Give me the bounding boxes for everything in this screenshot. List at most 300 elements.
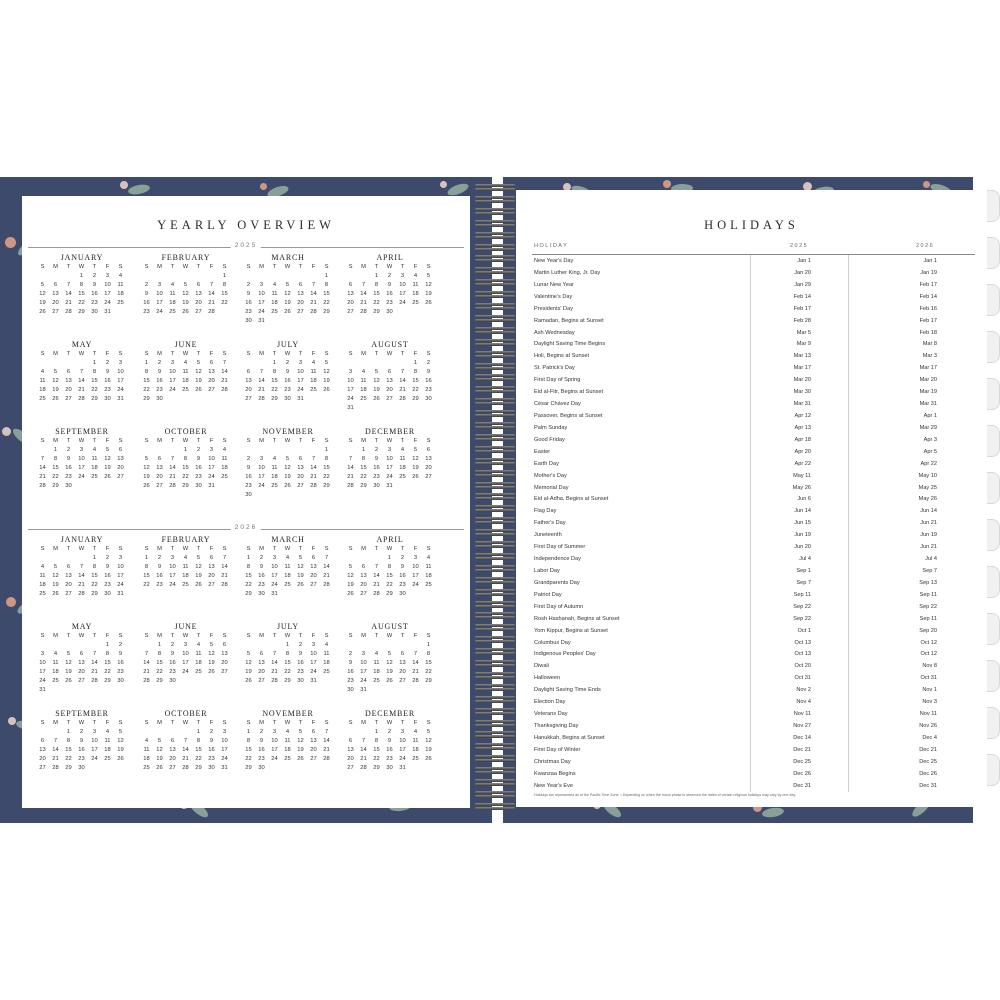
holiday-date-2025: Feb 14	[793, 293, 811, 300]
spiral-coil	[475, 291, 515, 298]
day-number: 2	[118, 642, 123, 648]
day-number: 12	[195, 369, 202, 375]
day-number: 24	[169, 387, 176, 393]
holiday-date-2026: Mar 31	[919, 401, 937, 408]
day-number: 14	[65, 291, 72, 297]
weekday-label: T	[170, 438, 175, 444]
weekday-label: T	[272, 546, 277, 552]
weekday-label: F	[311, 633, 316, 639]
day-number: 5	[285, 282, 290, 288]
year-divider	[28, 242, 464, 252]
weekday-label: M	[53, 720, 58, 726]
weekday-label: T	[196, 264, 201, 270]
spiral-coil	[475, 589, 515, 596]
day-number: 13	[425, 456, 432, 462]
holiday-name: Eid al-Adha, Begins at Sunset	[534, 496, 609, 503]
spiral-coil	[475, 363, 515, 370]
day-number: 21	[78, 387, 85, 393]
day-number: 13	[208, 564, 215, 570]
month-name: APRIL	[376, 535, 404, 544]
holiday-date-2025: Feb 28	[793, 317, 811, 324]
holiday-row	[532, 613, 975, 625]
weekday-label: T	[66, 546, 71, 552]
holiday-date-2026: Jun 21	[920, 520, 937, 527]
day-number: 12	[412, 456, 419, 462]
day-number: 16	[373, 465, 380, 471]
weekday-label: W	[78, 438, 85, 444]
weekday-label: S	[222, 546, 227, 552]
holiday-date-2025: Sep 7	[796, 579, 811, 586]
weekday-label: M	[157, 264, 162, 270]
holiday-date-2026: Sep 13	[919, 579, 937, 586]
holiday-date-2025: Jun 20	[794, 544, 811, 551]
day-number: 23	[373, 474, 380, 480]
day-number: 15	[360, 465, 367, 471]
weekday-label: M	[361, 720, 366, 726]
holiday-name: Daylight Saving Time Begins	[534, 341, 606, 348]
day-number: 12	[245, 660, 252, 666]
day-number: 24	[78, 474, 85, 480]
day-number: 17	[78, 465, 85, 471]
holiday-name: Christmas Day	[534, 758, 571, 765]
weekday-label: M	[157, 633, 162, 639]
day-number: 22	[373, 756, 380, 762]
day-number: 9	[118, 651, 123, 657]
day-number: 30	[245, 492, 252, 498]
day-number: 29	[360, 483, 367, 489]
day-number: 28	[399, 396, 406, 402]
flower-decoration	[8, 717, 16, 725]
day-number: 18	[412, 747, 419, 753]
day-number: 27	[399, 678, 406, 684]
holiday-row	[532, 267, 975, 279]
day-number: 18	[271, 300, 278, 306]
holiday-date-2026: Jun 14	[920, 508, 937, 515]
day-number: 5	[413, 447, 418, 453]
day-number: 9	[259, 564, 264, 570]
weekday-label: S	[144, 438, 149, 444]
spiral-coil	[475, 708, 515, 715]
day-number: 12	[65, 660, 72, 666]
day-number: 23	[245, 309, 252, 315]
day-number: 24	[182, 669, 189, 675]
day-number: 1	[183, 447, 188, 453]
day-number: 3	[222, 729, 227, 735]
day-number: 21	[323, 747, 330, 753]
day-number: 8	[426, 651, 431, 657]
holiday-date-2026: Mar 8	[922, 341, 937, 348]
day-number: 11	[360, 378, 367, 384]
weekday-label: S	[426, 438, 431, 444]
day-number: 4	[285, 555, 290, 561]
day-number: 19	[297, 747, 304, 753]
day-number: 26	[297, 756, 304, 762]
holiday-name: Lunar New Year	[534, 281, 574, 288]
day-number: 18	[169, 300, 176, 306]
spiral-coil	[475, 482, 515, 489]
holiday-date-2025: Jun 14	[794, 508, 811, 515]
day-number: 7	[53, 738, 58, 744]
day-number: 10	[78, 456, 85, 462]
day-number: 14	[208, 291, 215, 297]
day-number: 29	[323, 309, 330, 315]
day-number: 6	[348, 738, 353, 744]
spiral-coil	[475, 767, 515, 774]
day-number: 23	[258, 756, 265, 762]
day-number: 21	[208, 300, 215, 306]
day-number: 24	[271, 582, 278, 588]
holiday-name: First Day of Summer	[534, 544, 586, 551]
day-number: 7	[348, 456, 353, 462]
flower-decoration	[663, 180, 671, 188]
day-number: 15	[78, 291, 85, 297]
holiday-row	[532, 625, 975, 637]
weekday-label: T	[272, 351, 277, 357]
day-number: 16	[258, 573, 265, 579]
weekday-label: W	[182, 633, 189, 639]
day-number: 1	[66, 729, 71, 735]
day-number: 12	[39, 291, 46, 297]
month-calendar	[140, 708, 232, 773]
day-number: 22	[386, 582, 393, 588]
day-number: 25	[323, 669, 330, 675]
weekday-label: W	[386, 438, 393, 444]
empty-cell	[344, 359, 357, 368]
holiday-date-2026: Feb 18	[919, 329, 937, 336]
weekday-label: T	[298, 546, 303, 552]
day-number: 14	[323, 738, 330, 744]
day-number: 25	[39, 591, 46, 597]
holiday-date-2025: Nov 11	[793, 711, 811, 718]
holiday-date-2025: Sep 11	[793, 591, 811, 598]
day-number: 23	[399, 582, 406, 588]
weekday-label: T	[374, 351, 379, 357]
holiday-date-2025: Apr 18	[794, 436, 811, 443]
empty-cell	[140, 446, 153, 455]
day-number: 18	[284, 573, 291, 579]
day-number: 4	[413, 729, 418, 735]
day-number: 24	[117, 582, 124, 588]
day-number: 30	[284, 396, 291, 402]
day-number: 15	[386, 573, 393, 579]
day-number: 7	[413, 651, 418, 657]
holiday-name: Thanksgiving Day	[534, 722, 579, 729]
day-number: 4	[400, 447, 405, 453]
spiral-coil	[475, 517, 515, 524]
weekday-label: S	[118, 720, 123, 726]
day-number: 19	[412, 465, 419, 471]
day-number: 9	[157, 564, 162, 570]
day-number: 2	[285, 360, 290, 366]
day-number: 20	[347, 300, 354, 306]
day-number: 29	[245, 765, 252, 771]
day-number: 20	[208, 378, 215, 384]
day-number: 15	[271, 378, 278, 384]
empty-cell	[140, 728, 153, 737]
day-number: 2	[348, 651, 353, 657]
holiday-name: Earth Day	[534, 460, 559, 467]
day-number: 6	[66, 564, 71, 570]
holiday-row	[532, 744, 975, 756]
day-number: 23	[386, 300, 393, 306]
day-number: 20	[65, 582, 72, 588]
day-number: 26	[323, 387, 330, 393]
day-number: 4	[105, 729, 110, 735]
weekday-label: S	[246, 264, 251, 270]
day-number: 27	[65, 591, 72, 597]
weekday-label: T	[400, 264, 405, 270]
day-number: 21	[373, 582, 380, 588]
empty-cell	[357, 359, 370, 368]
day-number: 10	[208, 456, 215, 462]
day-number: 11	[39, 573, 46, 579]
weekday-label: T	[400, 351, 405, 357]
day-number: 3	[105, 273, 110, 279]
spiral-coil	[475, 339, 515, 346]
day-number: 18	[182, 378, 189, 384]
day-number: 3	[79, 447, 84, 453]
day-number: 1	[272, 360, 277, 366]
holiday-name: Martin Luther King, Jr. Day	[534, 269, 601, 276]
weekday-label: W	[386, 351, 393, 357]
weekday-label: S	[40, 438, 45, 444]
spiral-coil	[475, 612, 515, 619]
day-number: 20	[78, 669, 85, 675]
weekday-label: S	[118, 546, 123, 552]
day-number: 8	[66, 738, 71, 744]
empty-cell	[179, 272, 192, 281]
day-number: 3	[348, 369, 353, 375]
empty-cell	[49, 359, 62, 368]
spiral-coil	[475, 624, 515, 631]
day-number: 22	[323, 300, 330, 306]
empty-cell	[49, 728, 62, 737]
holiday-date-2025: Sep 1	[796, 567, 811, 574]
day-number: 9	[170, 651, 175, 657]
day-number: 18	[104, 747, 111, 753]
holiday-name: Indigenous Peoples' Day	[534, 651, 596, 658]
holidays-title: HOLIDAYS	[704, 218, 799, 232]
weekday-label: T	[272, 720, 277, 726]
day-number: 23	[208, 756, 215, 762]
day-number: 24	[399, 756, 406, 762]
year-2025-column-header: 2025	[790, 243, 809, 249]
holiday-name: Columbus Day	[534, 639, 571, 646]
holiday-date-2026: Oct 31	[920, 675, 937, 682]
weekday-label: F	[209, 546, 214, 552]
weekday-label: M	[361, 633, 366, 639]
weekday-label: W	[182, 546, 189, 552]
day-number: 2	[259, 729, 264, 735]
empty-cell	[268, 641, 281, 650]
day-number: 24	[208, 474, 215, 480]
day-number: 8	[246, 738, 251, 744]
weekday-label: W	[284, 546, 291, 552]
empty-cell	[153, 272, 166, 281]
day-number: 28	[169, 483, 176, 489]
day-number: 21	[91, 669, 98, 675]
empty-cell	[409, 641, 422, 650]
day-number: 14	[323, 564, 330, 570]
weekday-label: W	[386, 264, 393, 270]
weekday-label: S	[426, 720, 431, 726]
day-number: 26	[143, 483, 150, 489]
day-number: 14	[169, 465, 176, 471]
weekday-label: T	[170, 633, 175, 639]
month-calendar	[242, 252, 334, 326]
weekday-label: S	[222, 438, 227, 444]
month-calendar	[242, 339, 334, 404]
day-number: 6	[387, 369, 392, 375]
day-number: 11	[399, 456, 406, 462]
day-number: 10	[271, 738, 278, 744]
day-number: 23	[425, 387, 432, 393]
day-number: 2	[79, 729, 84, 735]
day-number: 8	[79, 282, 84, 288]
day-number: 17	[182, 660, 189, 666]
day-number: 20	[39, 756, 46, 762]
day-number: 18	[52, 669, 59, 675]
day-number: 9	[246, 465, 251, 471]
day-number: 11	[284, 738, 291, 744]
day-number: 18	[323, 660, 330, 666]
day-number: 16	[156, 573, 163, 579]
month-name: JULY	[277, 340, 299, 349]
day-number: 1	[413, 360, 418, 366]
weekday-label: W	[182, 438, 189, 444]
holiday-name: Easter	[534, 448, 551, 455]
month-calendar	[140, 621, 232, 686]
day-number: 8	[144, 564, 149, 570]
empty-cell	[344, 554, 357, 563]
day-number: 22	[245, 582, 252, 588]
weekday-label: T	[92, 264, 97, 270]
weekday-label: S	[144, 546, 149, 552]
spiral-coil	[475, 529, 515, 536]
holiday-date-2026: Feb 14	[919, 293, 937, 300]
weekday-label: S	[40, 633, 45, 639]
day-number: 28	[39, 483, 46, 489]
day-number: 16	[245, 474, 252, 480]
weekday-label: S	[222, 351, 227, 357]
holiday-date-2026: Nov 26	[919, 722, 937, 729]
month-calendar	[140, 534, 232, 590]
holiday-date-2026: Nov 8	[922, 663, 937, 670]
day-number: 27	[347, 765, 354, 771]
holiday-date-2026: Jul 4	[925, 556, 937, 563]
day-number: 9	[66, 456, 71, 462]
day-number: 14	[52, 747, 59, 753]
day-number: 10	[169, 564, 176, 570]
empty-cell	[88, 641, 101, 650]
empty-cell	[49, 554, 62, 563]
month-name: OCTOBER	[164, 709, 208, 718]
weekday-label: S	[348, 720, 353, 726]
weekday-label: S	[246, 720, 251, 726]
holiday-name: Kwanzaa Begins	[534, 770, 576, 777]
day-number: 15	[182, 465, 189, 471]
holiday-date-2025: Oct 31	[794, 675, 811, 682]
weekday-label: T	[66, 633, 71, 639]
weekday-label: T	[66, 438, 71, 444]
day-number: 27	[297, 309, 304, 315]
empty-cell	[62, 359, 75, 368]
day-number: 2	[400, 555, 405, 561]
day-number: 22	[245, 756, 252, 762]
day-number: 23	[117, 669, 124, 675]
day-number: 30	[386, 765, 393, 771]
day-number: 2	[105, 360, 110, 366]
holiday-row	[532, 589, 975, 601]
day-number: 4	[285, 729, 290, 735]
holiday-date-2025: Mar 17	[793, 365, 811, 372]
day-number: 13	[221, 651, 228, 657]
day-number: 25	[271, 483, 278, 489]
day-number: 30	[373, 483, 380, 489]
empty-cell	[307, 272, 320, 281]
day-number: 12	[386, 660, 393, 666]
day-number: 6	[66, 369, 71, 375]
spiral-coil	[475, 743, 515, 750]
holiday-row	[532, 398, 975, 410]
day-number: 26	[245, 678, 252, 684]
weekday-label: T	[196, 633, 201, 639]
month-name: MAY	[71, 340, 93, 349]
day-number: 5	[348, 564, 353, 570]
day-number: 23	[143, 309, 150, 315]
day-number: 25	[91, 474, 98, 480]
weekday-label: S	[40, 720, 45, 726]
empty-cell	[396, 359, 409, 368]
day-number: 18	[399, 465, 406, 471]
month-calendar	[140, 339, 232, 404]
day-number: 17	[169, 573, 176, 579]
day-number: 10	[91, 738, 98, 744]
day-number: 24	[258, 309, 265, 315]
holiday-date-2025: May 26	[792, 484, 811, 491]
weekday-label: W	[78, 351, 85, 357]
day-number: 26	[284, 309, 291, 315]
day-number: 17	[156, 300, 163, 306]
month-calendar	[344, 252, 436, 317]
empty-cell	[344, 272, 357, 281]
day-number: 2	[92, 273, 97, 279]
day-number: 30	[104, 396, 111, 402]
day-number: 7	[259, 369, 264, 375]
day-number: 1	[105, 642, 110, 648]
day-number: 27	[65, 396, 72, 402]
day-number: 14	[271, 660, 278, 666]
weekday-label: S	[246, 546, 251, 552]
weekday-label: T	[92, 633, 97, 639]
day-number: 25	[412, 756, 419, 762]
holiday-date-2026: Sep 20	[919, 627, 937, 634]
day-number: 31	[310, 678, 317, 684]
holiday-date-2026: Jun 19	[920, 532, 937, 539]
day-number: 8	[324, 282, 329, 288]
day-number: 17	[386, 465, 393, 471]
holiday-date-2025: Mar 30	[793, 389, 811, 396]
day-number: 15	[91, 573, 98, 579]
month-calendar	[140, 252, 232, 317]
day-number: 18	[117, 291, 124, 297]
day-number: 23	[156, 582, 163, 588]
spiral-coil	[475, 648, 515, 655]
holidays-page	[516, 190, 987, 807]
day-number: 7	[222, 555, 227, 561]
weekday-label: S	[348, 633, 353, 639]
spiral-coil	[475, 505, 515, 512]
